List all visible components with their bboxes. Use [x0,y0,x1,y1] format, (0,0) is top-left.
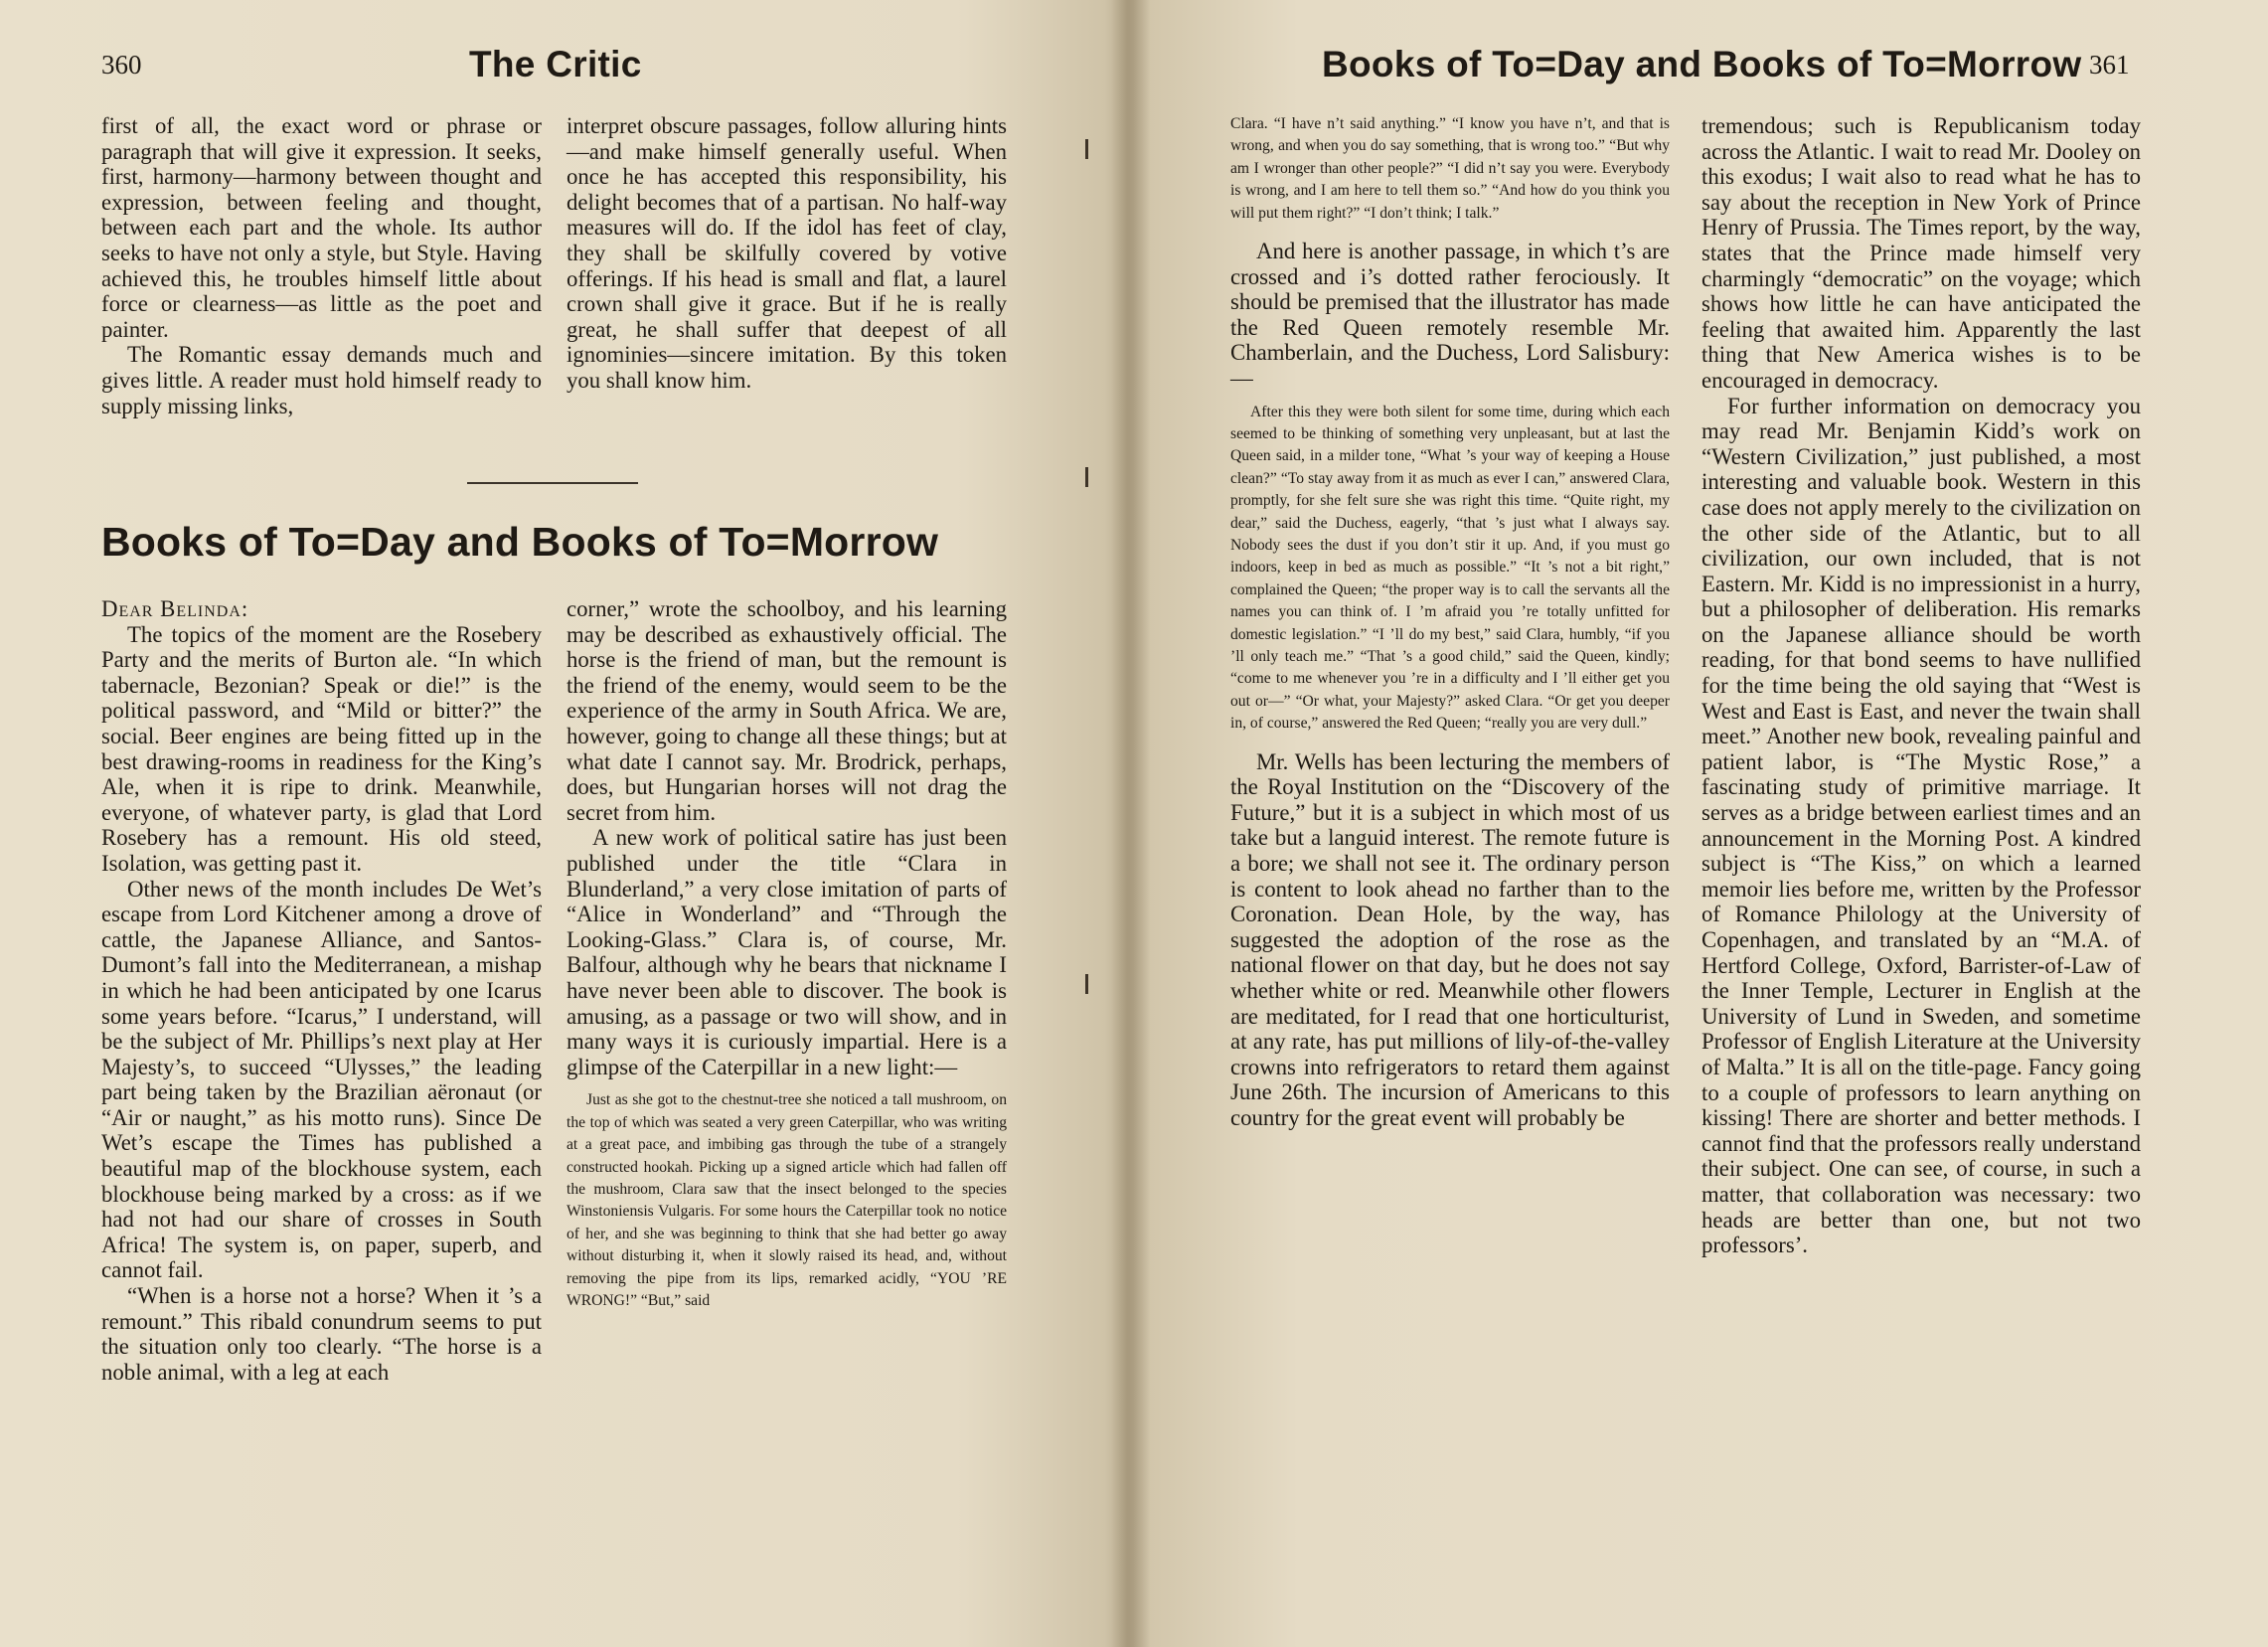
quote-text: After this they were both silent for some time, during which each seemed to be thinking of something very unpleasant, but at last the Queen said, in a milder tone, “What ’s your way of keeping a House clean?” “To stay away from it as much as ever I can,” answered Clara, promptly, for she felt sure she was right this time. “Quite right, my dear,” said the Duchess, eagerly, “that ’s just what I always say. Nobody sees the dust if you don’t stir it up. And, if you must go indoors, keep in bed as much as possible.” “It ’s not a bit right,” complained the Queen; “the proper way is to call the servants all the names you can think of. I ’m afraid you ’re totally unfitted for domestic legislation.” “I ’ll do my best,” said Clara, humbly, “if you ’ll only teach me.” “That ’s a good child,” said the Queen, kindly; “come to me whenever you ’re in a difficulty and I ’ll either get you out or—” “Or what, your Majesty?” asked Clara. “Or get you deeper in, of course,” answered the Red Queen; “really you are very dull.” [1230,403,1670,733]
block-quote [567,1089,1007,1312]
paragraph: A new work of political satire has just been published under the title “Clara in Blunderland,” a very close imitation of parts of “Alice in Wonderland” and “Through the Looking-Glass.” Clara is, of course, Mr. Balfour, although why he bears that nickname I have never been able to discover. The book is amusing, as a passage or two will show, and in many ways it is curiously impartial. Here is a glimpse of the Caterpillar in a new light:— [567,825,1007,1079]
paragraph: corner,” wrote the schoolboy, and his learning may be described as exhaustively official. The horse is the friend of man, but the remount is the friend of the enemy, would seem to be the experience of the army in South Africa. We are, however, going to change all these things; but at what date I cannot say. Mr. Brodrick, perhaps, does, but Hungarian horses will not drag the secret from him. [567,596,1007,825]
book-gutter [1111,0,1151,1647]
gutter-mark [1085,467,1088,487]
paragraph: interpret obscure passages, follow alluring hints—and make himself generally useful. When once he has accepted this responsibility, his delight becomes that of a partisan. No half-way measures will do. If the idol has feet of clay, they shall be skilfully covered by votive offerings. If his head is small and flat, a laurel crown shall give it grace. But if he is really great, he shall suffer that deepest of all ignominies—sincere imitation. By this token you shall know him. [567,113,1007,393]
block-quote [1230,402,1670,736]
column-2 [1701,113,2141,1258]
column-1 [101,596,542,1385]
block-quote [1230,113,1670,225]
right-page [1127,0,2268,1647]
page-number: 360 [101,50,142,80]
section-title: Books of To=Day and Books of To=Morrow [101,519,939,565]
paragraph: And here is another passage, in which t’s are crossed and i’s dotted rather ferociously. It should be premised that the illustrator has made the Red Queen remotely resemble Mr. Chamberlain, and the Duchess, Lord Salisbury:— [1230,239,1670,391]
paragraph: “When is a horse not a horse? When it ’s a remount.” This ribald conundrum seems to put the situation only too clearly. “The horse is a noble animal, with a leg at each [101,1283,542,1385]
paragraph: tremendous; such is Republicanism today across the Atlantic. I wait to read Mr. Dooley on this exodus; I wait also to read what he has to say about the reception in New York of Prince Henry of Prussia. The Times report, by the way, states that the Prince made himself very charmingly “democratic” on the voyage; which shows how little he can have anticipated the feeling that awaited him. Apparently the last thing that New America wishes is to be encouraged in democracy. [1701,113,2141,393]
paragraph: For further information on democracy you may read Mr. Benjamin Kidd’s work on “Western Civilization,” just published, a most interesting and valuable book. Western in this case does not apply merely to the civilization on the other side of the Atlantic, but to all civilization, our own included, that is not Eastern. Mr. Kidd is no impressionist in a hurry, but a philosopher of deliberation. His remarks on the Japanese alliance should be worth reading, for that bond seems to have nullified for the time being the old saying that “West is West and East is East, and never the twain shall meet.” Another new book, revealing painful and patient labor, is “The Mystic Rose,” a fascinating study of primitive marriage. It serves as a bridge between earliest times and an announcement in the Morning Post. A kindred subject is “The Kiss,” on which a learned memoir lies before me, written by the Professor of Romance Philology at the University of Copenhagen, and translated by an “M.A. of Hertford College, Oxford, Barrister-of-Law of the Inner Temple, Lecturer in English at the University of Lund in Sweden, and sometime Professor of English Literature at the University of Malta.” It is all on the title-page. Fancy going to a couple of professors to learn anything on kissing! There are shorter and better methods. I cannot find that the professors really understand their subject. One can see, of course, in such a matter, that collaboration was necessary: two heads are better than one, but not two professors’. [1701,393,2141,1258]
gutter-mark [1085,974,1088,994]
paragraph: The Romantic essay demands much and gives little. A reader must hold himself ready to supply missing links, [101,342,542,418]
paragraph: The topics of the moment are the Rosebery Party and the merits of Burton ale. “In which tabernacle, Bezonian? Speak or die!” is the political password, and “Mild or bitter?” the social. Beer engines are being fitted up in the best drawing-rooms in readiness for the King’s Ale, when it is ripe to drink. Meanwhile, everyone, of whatever party, is glad that Lord Rosebery has a remount. His old steed, Isolation, was getting past it. [101,621,542,876]
paragraph: Other news of the month includes De Wet’s escape from Lord Kitchener among a drove of cattle, the Japanese Alliance, and Santos-Dumont’s fall into the Mediterranean, a mishap in which he had been anticipated by one Icarus some years before. “Icarus,” I understand, will be the subject of Mr. Phillips’s next play at Her Majesty’s, to succeed “Ulysses,” the leading part being taken by the Brazilian aëronaut (or “Air or naught,” as his motto runs). Since De Wet’s escape the Times has published a beautiful map of the blockhouse system, each blockhouse being marked by a cross: as if we had not had our share of crosses in South Africa! The system is, on paper, superb, and cannot fail. [101,876,542,1283]
quote-text: Clara. “I have n’t said anything.” “I know you have n’t, and that is wrong, and when you do say something, that is wrong too.” “But why am I wronger than other people?” “I did n’t say you were. Everybody is wrong, and I am here to tell them so.” “And how do you think you will put them right?” “I don’t think; I talk.” [1230,115,1670,222]
section-divider [467,482,638,484]
left-page [0,0,1127,1647]
column-top-1 [101,113,542,418]
paragraph: first of all, the exact word or phrase or paragraph that will give it expression. It seeks, first, harmony—harmony between thought and expression, between feeling and thought, between each part and the whole. Its author seeks to have not only a style, but Style. Having achieved this, he troubles himself little about force or clearness—as little as the poet and painter. [101,113,542,342]
column-2 [567,596,1007,1326]
column-1 [1230,113,1670,1131]
running-head: Books of To=Day and Books of To=Morrow [1322,44,2082,84]
running-head: The Critic [469,44,642,84]
column-top-2 [567,113,1007,394]
gutter-mark [1085,139,1088,159]
page-number: 361 [2089,50,2130,80]
salutation: Dear Belinda: [101,596,249,621]
quote-text: Just as she got to the chestnut-tree she noticed a tall mushroom, on the top of which was seated a very green Caterpillar, who was writing at a great pace, and imbibing gas through the tube of a strangely constructed hookah. Picking up a signed article which had fallen off the mushroom, Clara saw that the insect belonged to the species Winstoniensis Vulgaris. For some hours the Caterpillar took no notice of her, and she was beginning to think that she had better go away without disturbing it, when it slowly raised its head, and, without removing the pipe from its lips, remarked acidly, “YOU ’RE WRONG!” “But,” said [567,1091,1007,1309]
paragraph: Mr. Wells has been lecturing the members of the Royal Institution on the “Discovery of the Future,” but it is a subject in which most of us take but a languid interest. The remote future is a bore; we shall not see it. The ordinary person is content to look ahead no farther than to the Coronation. Dean Hole, by the way, has suggested the adoption of the rose as the national flower on that day, but he does not say whether white or red. Meanwhile other flowers are meditated, for I read that one horticulturist, at any rate, has put millions of lily-of-the-valley crowns into refrigerators to retard them against June 26th. The incursion of Americans to this country for the great event will probably be [1230,748,1670,1130]
